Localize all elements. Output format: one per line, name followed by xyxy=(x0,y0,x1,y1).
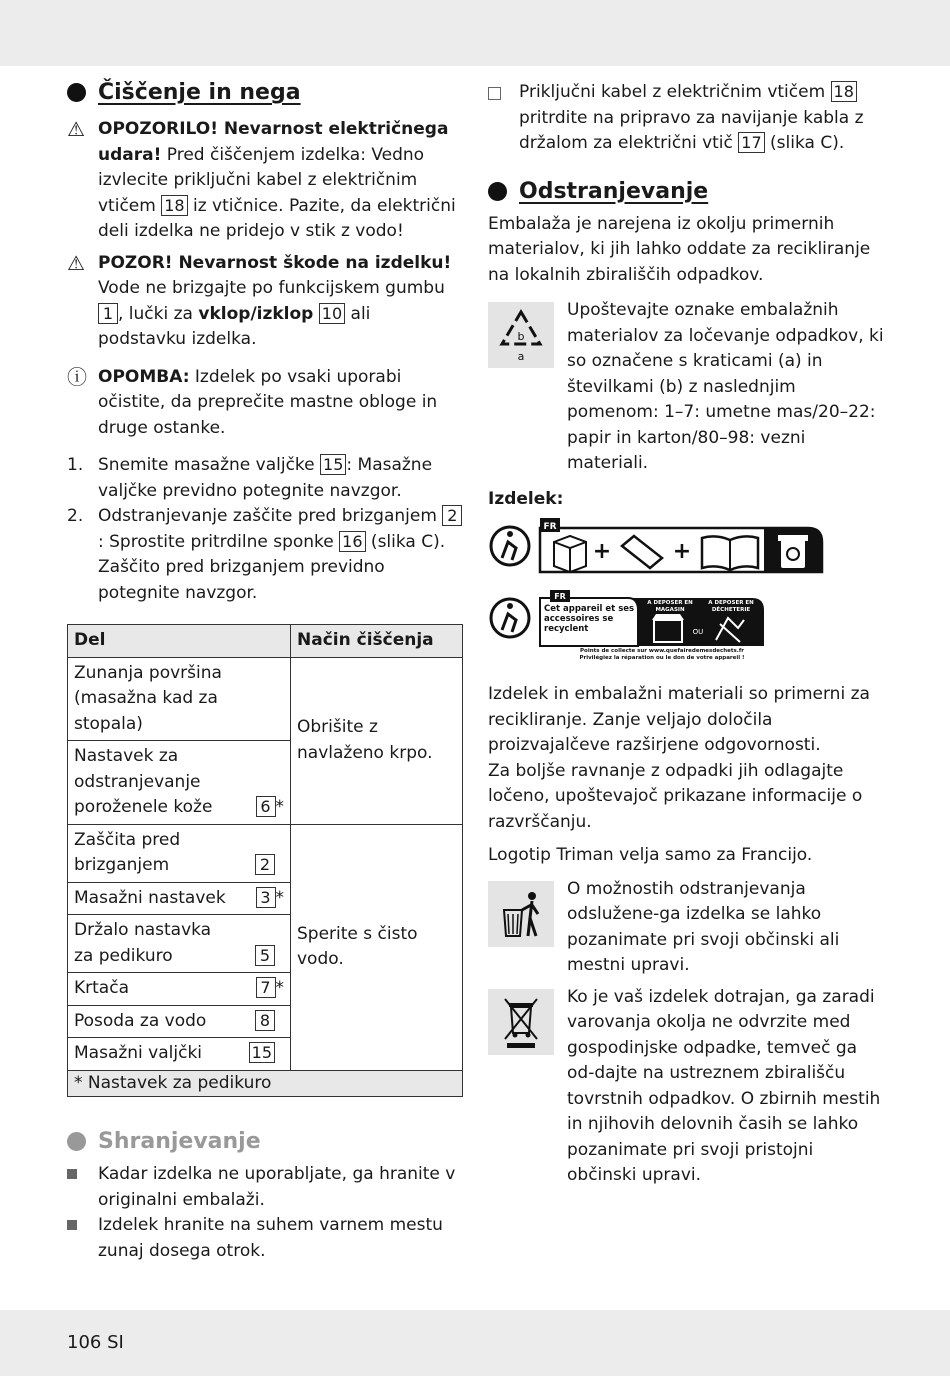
ref-number: 2 xyxy=(255,854,275,875)
table-row: Masažni nastavek 3 * xyxy=(68,882,463,915)
triman-dump-text: À DÉPOSER EN DÉCHETERIE xyxy=(708,600,754,613)
bullet-dot-icon xyxy=(488,182,507,201)
ref-number: 6 xyxy=(256,796,276,817)
list-item: 2. Odstranjevanje zaščite pred brizganjem 2: Sprostite pritrdilne sponke 16 (slika C). Zaščito pred brizganjem previdno potegnite navzgor. xyxy=(67,504,463,606)
ref-number: 3 xyxy=(256,887,276,908)
ref-number: 10 xyxy=(319,303,345,324)
ref-number: 5 xyxy=(255,945,275,966)
right-column xyxy=(488,80,888,1189)
recycle-codes-block xyxy=(488,302,888,477)
warning-damage: ⚠ POZOR! Nevarnost škode na izdelku! Vode ne brizgajte po funkcijskem gumbu 1 , lučki za vklop/izklop 10 ali podstavku izdelka. xyxy=(67,251,463,353)
table-row: Posoda za vodo 8 xyxy=(68,1005,463,1038)
ref-number: 2 xyxy=(442,505,462,526)
table-header-part: Del xyxy=(68,625,291,658)
responsibility-text-2: Za boljše ravnanje z odpadki jih odlagajte ločeno, upoštevajoč prikazane informacije o razvrščanju. xyxy=(488,760,863,832)
disposal-heading: Odstranjevanje xyxy=(488,179,888,204)
list-item: Kadar izdelka ne uporabljate, ga hranite v originalni embalaži. xyxy=(67,1162,463,1213)
left-column xyxy=(67,80,463,1264)
weee-block xyxy=(488,986,888,1189)
ref-number: 15 xyxy=(249,1042,275,1063)
recycle-triangle-icon xyxy=(488,302,554,368)
trash-person-icon xyxy=(488,881,554,947)
list-item: 1. Snemite masažne valjčke 15 : Masažne valjčke previdno potegnite navzgor. xyxy=(67,455,433,501)
storage-list xyxy=(67,1162,463,1264)
bullet-dot-icon xyxy=(67,1132,86,1151)
recycle-code-b: b xyxy=(517,330,525,343)
header-bar xyxy=(0,0,950,66)
table-row: Držalo nastavka za pedikuro 5 xyxy=(68,915,463,973)
table-footnote-row: * Nastavek za pedikuro xyxy=(68,1070,463,1097)
triman-ou-text: OU xyxy=(692,628,704,636)
cleaning-table xyxy=(67,624,463,1097)
table-header-method: Način čiščenja xyxy=(291,625,463,658)
ref-number: 17 xyxy=(738,132,764,153)
svg-text:+: + xyxy=(672,539,692,564)
square-bullet-icon xyxy=(67,1169,77,1179)
triman-label-1 xyxy=(488,518,888,588)
checkbox-icon xyxy=(488,87,501,100)
storage-heading: Shranjevanje xyxy=(67,1129,463,1154)
fr-badge: FR xyxy=(543,522,557,532)
municipal-block xyxy=(488,878,888,979)
triman-store-text: À DÉPOSER EN MAGASIN xyxy=(647,600,693,613)
cable-instruction: Priključni kabel z električnim vtičem 18 pritrdite na pripravo za navijanje kabla z držalom za električni vtič 17 (slika C). xyxy=(488,80,888,157)
ref-number: 18 xyxy=(831,81,857,102)
weee-text: Ko je vaš izdelek dotrajan, ga zaradi varovanja okolja ne odvrzite med gospodinjske odpadke, temveč ga od-dajte na ustreznem zbirališču tovrstnih odpadkov. O zbirnih mestih in njihovih delovnih časih se lahko pozanimate pri svoji pristojni občinski upravi. xyxy=(567,986,881,1185)
cleaning-steps xyxy=(67,453,463,606)
method-wipe: Obrišite z navlaženo krpo. xyxy=(291,657,463,824)
ref-number: 18 xyxy=(161,195,187,216)
list-item: Izdelek hranite na suhem varnem mestu zunaj dosega otrok. xyxy=(67,1213,463,1264)
crossed-bin-icon xyxy=(488,989,554,1055)
ref-number: 7 xyxy=(256,977,276,998)
triman-footer-1: Points de collecte sur www.quefairedemesdechets.fr xyxy=(580,648,744,654)
footer-bar xyxy=(0,1310,950,1376)
table-row: Masažni valjčki 15 xyxy=(68,1038,463,1071)
triman-note: Logotip Triman velja samo za Francijo. xyxy=(488,845,813,865)
booklet-icon xyxy=(702,536,758,570)
triman-main-text: Cet appareil et ses accessoires se recyclent xyxy=(544,604,635,634)
triman-label-2 xyxy=(488,588,888,678)
municipal-text: O možnostih odstranjevanja odslužene-ga izdelka se lahko pozanimate pri svoji občinski ali mestni upravi. xyxy=(567,878,840,975)
page-number: 106 SI xyxy=(67,1332,124,1353)
table-row: Krtača 7 * xyxy=(68,973,463,1006)
square-bullet-icon xyxy=(67,1220,77,1230)
fr-badge: FR xyxy=(554,592,566,601)
bin-icon xyxy=(778,535,808,568)
triman-icon xyxy=(491,599,529,637)
packaging-text: Embalaža je narejena iz okolju primernih materialov, ki jih lahko oddate za recikliranje na lokalnih zbirališčih odpadkov. xyxy=(488,213,871,285)
ref-number: 1 xyxy=(98,303,118,324)
ref-number: 15 xyxy=(320,454,346,475)
ref-number: 8 xyxy=(255,1010,275,1031)
ref-number: 16 xyxy=(339,531,365,552)
table-row: Zaščita pred brizganjem 2 Sperite s čisto vodo. xyxy=(68,824,463,882)
box-icon xyxy=(554,536,586,572)
warning-triangle-icon: ⚠ xyxy=(67,250,85,275)
triman-footer-2: Privilégiez la réparation ou le don de votre appareil ! xyxy=(579,655,745,661)
table-row: Zunanja površina (masažna kad za stopala) Obrišite z navlaženo krpo. xyxy=(68,657,463,741)
bullet-dot-icon xyxy=(67,83,86,102)
recycle-code-a: a xyxy=(517,350,525,363)
table-row: Nastavek za odstranjevanje poroženele kože 6 * xyxy=(68,741,463,825)
triman-icon xyxy=(491,527,529,565)
wrapping-icon xyxy=(622,536,662,568)
responsibility-text-1: Izdelek in embalažni materiali so primerni za recikliranje. Zanje veljajo določila proizvajalčeve razširjene odgovornosti. xyxy=(488,684,870,755)
svg-text:+: + xyxy=(592,539,612,564)
product-label: Izdelek: xyxy=(488,488,564,509)
warning-triangle-icon: ⚠ xyxy=(67,117,85,141)
warning-electric: ⚠ OPOZORILO! Nevarnost električnega udara! Pred čiščenjem izdelka: Vedno izvlecite priključni kabel z električnim vtičem 18 iz vtičnice. Pazite, da električni deli izdelka ne pridejo v stik z vodo! xyxy=(67,117,463,245)
cleaning-heading: Čiščenje in nega xyxy=(67,80,463,105)
note-block: ⓘ OPOMBA: Izdelek po vsaki uporabi očistite, da preprečite mastne obloge in druge ostanke. xyxy=(67,365,463,442)
codes-text: Upoštevajte oznake embalažnih materialov za ločevanje odpadkov, ki so označene s kraticami (a) in številkami (b) z naslednjim pomenom: 1–7: umetne mas/20–22: papir in karton/80–98: vezni materiali. xyxy=(567,300,884,473)
info-circle-icon: ⓘ xyxy=(67,364,87,389)
method-rinse: Sperite s čisto vodo. xyxy=(291,824,463,1070)
